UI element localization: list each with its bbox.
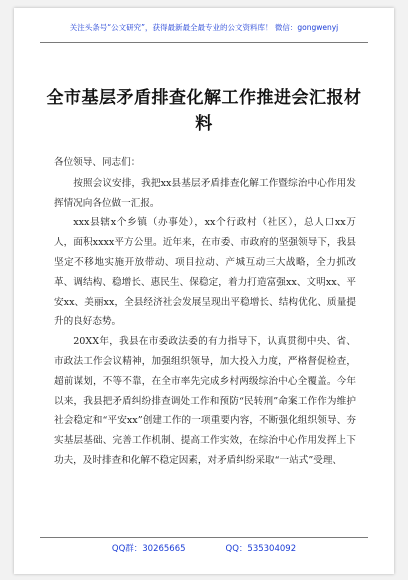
footer-qq: QQ：535304092 — [225, 544, 297, 554]
document-body — [54, 153, 356, 471]
header-note: 关注头条号“公文研究”，获得最新最全最专业的公文资料库！ 微信：gongwenyj — [69, 23, 339, 32]
paragraph: 按照会议安排，我把xx县基层矛盾排查化解工作暨综治中心作用发挥情况向各位做一汇报。 — [54, 177, 356, 209]
paragraph: xxx县辖x个乡镇（办事处），xx个行政村（社区），总人口xx万人，面积xxxx平方公里。近年来，在市委、市政府的坚强领导下，我县坚定不移地实施开放带动、项目拉动、产城互动三大战略，全力抓改革、调结构、稳增长、惠民生、保稳定，着力打造富强xx、文明xx、平安xx、美丽xx，全县经济社会发展呈现出平稳增长、结构优化、质量提升的良好态势。 — [54, 217, 356, 328]
paragraph: 20XX年，我县在市委政法委的有力指导下，认真贯彻中央、省、市政法工作会议精神，加强组织领导，加大投入力度，严格督促检查，超前谋划，不等不靠，在全市率先完成乡村两级综治中心全覆盖。今年以来，我县把矛盾纠纷排查调处工作和预防“民转刑”命案工作作为维护社会稳定和“平安xx”创建工作的一项重要内容，不断强化组织领导、夯实基层基础、完善工作机制、提高工作实效，在综治中心作用发挥上下功夫，及时排查和化解不稳定因素，对矛盾纠纷采取“一站式”受理、 — [54, 336, 356, 466]
document-page — [14, 8, 394, 574]
footer-divider — [40, 537, 368, 538]
document-title: 全市基层矛盾排查化解工作推进会汇报材料 — [46, 88, 362, 134]
footer — [14, 542, 394, 554]
footer-qq-group: QQ群：30265665 — [111, 544, 186, 554]
header-divider — [40, 42, 368, 43]
salutation: 各位领导、同志们： — [54, 157, 141, 168]
